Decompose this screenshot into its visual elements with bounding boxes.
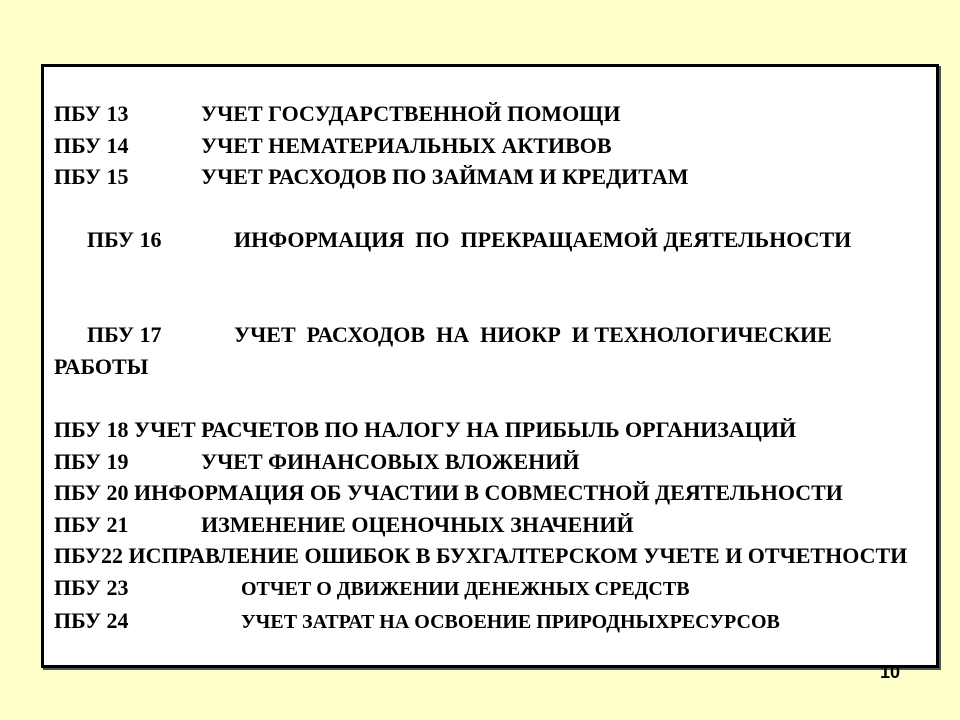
- standard-title: ИНФОРМАЦИЯ ПО ПРЕКРАЩАЕМОЙ ДЕЯТЕЛЬНОСТИ: [234, 227, 852, 253]
- standard-code: ПБУ 13: [54, 101, 129, 126]
- list-item: [54, 540, 931, 572]
- standard-code: ПБУ 17: [87, 322, 162, 348]
- list-item: [54, 605, 931, 638]
- standard-title: ИНФОРМАЦИЯ ОБ УЧАСТИИ В СОВМЕСТНОЙ ДЕЯТЕЛЬНОСТИ: [134, 480, 843, 506]
- standard-code: ПБУ 16: [87, 227, 162, 253]
- list-item: [54, 509, 931, 541]
- list-item: [54, 414, 931, 446]
- standard-title: УЧЕТ РАСЧЕТОВ ПО НАЛОГУ НА ПРИБЫЛЬ ОРГАНИЗАЦИЙ: [134, 416, 797, 442]
- standard-title: ОТЧЕТ О ДВИЖЕНИИ ДЕНЕЖНЫХ СРЕДСТВ: [241, 577, 690, 600]
- standard-title: УЧЕТ ГОСУДАРСТВЕННОЙ ПОМОЩИ: [201, 101, 621, 126]
- list-item: [54, 288, 931, 414]
- standard-code: ПБУ 23: [54, 574, 129, 600]
- list-item: [54, 446, 931, 478]
- list-item: [54, 98, 931, 130]
- standard-title: УЧЕТ ФИНАНСОВЫХ ВЛОЖЕНИЙ: [201, 448, 580, 474]
- standard-code: ПБУ 15: [54, 164, 129, 190]
- list-item: [54, 161, 931, 193]
- standard-code: ПБУ22: [54, 543, 124, 569]
- standard-code: ПБУ 21: [54, 511, 129, 537]
- standard-code: ПБУ 24: [54, 607, 129, 633]
- list-item: [54, 193, 931, 288]
- standard-title: УЧЕТ РАСХОДОВ НА НИОКР И ТЕХНОЛОГИЧЕСКИЕ РАБОТЫ: [54, 322, 843, 379]
- page-number: 10: [880, 662, 901, 682]
- standards-list: [54, 98, 931, 638]
- list-item: [54, 572, 931, 605]
- list-item: [54, 130, 931, 162]
- standard-title: ИСПРАВЛЕНИЕ ОШИБОК В БУХГАЛТЕРСКОМ УЧЕТЕ И ОТЧЕТНОСТИ: [128, 543, 908, 569]
- standard-code: ПБУ 14: [54, 132, 129, 158]
- standard-title: ИЗМЕНЕНИЕ ОЦЕНОЧНЫХ ЗНАЧЕНИЙ: [201, 511, 634, 537]
- standard-title: УЧЕТ НЕМАТЕРИАЛЬНЫХ АКТИВОВ: [201, 132, 612, 158]
- standards-box: [41, 64, 939, 668]
- standard-code: ПБУ 20: [54, 480, 129, 506]
- list-item: [54, 477, 931, 509]
- standard-code: ПБУ 19: [54, 448, 129, 474]
- standard-title: УЧЕТ РАСХОДОВ ПО ЗАЙМАМ И КРЕДИТАМ: [201, 164, 689, 190]
- standard-title: УЧЕТ ЗАТРАТ НА ОСВОЕНИЕ ПРИРОДНЫХРЕСУРСОВ: [241, 610, 780, 633]
- standard-code: ПБУ 18: [54, 416, 129, 442]
